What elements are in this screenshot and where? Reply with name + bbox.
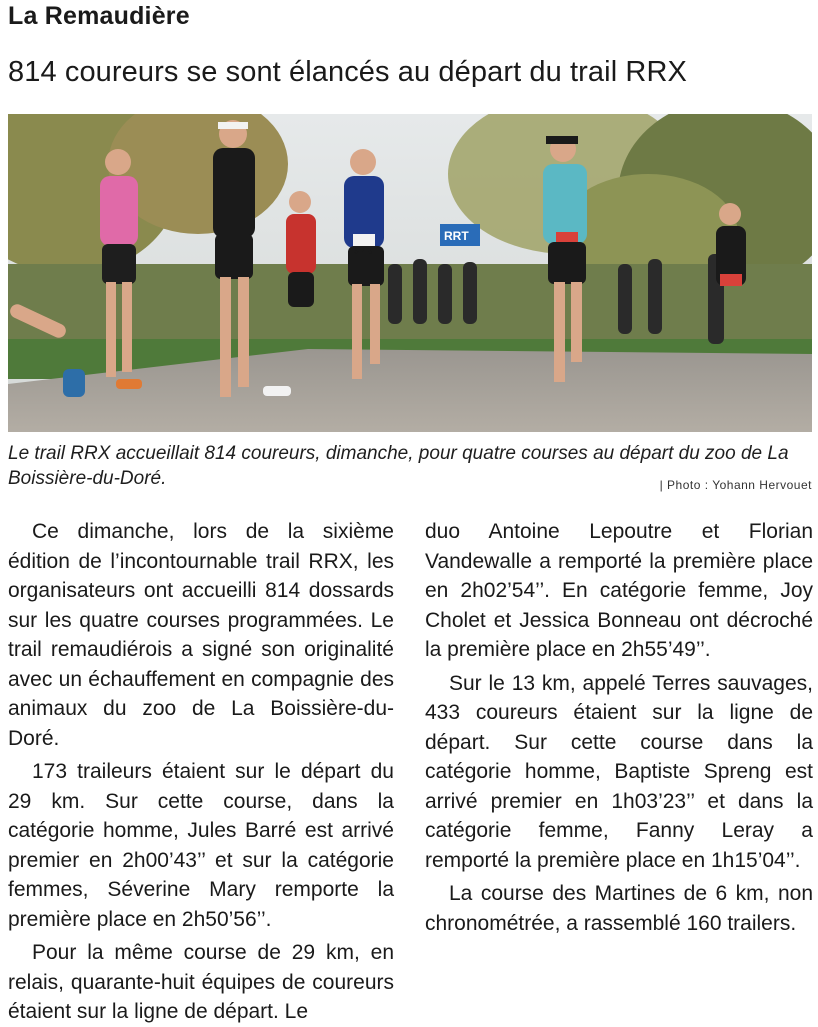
runners-photo-icon	[8, 114, 812, 432]
body-paragraph: 173 traileurs étaient sur le départ du 29 km. Sur cette course, dans la catégorie homme, Jules Barré est arrivé premier en 2h00’43’’ et sur la catégorie femmes, Séverine Mary remporte la première place en 2h50’56’’.	[8, 760, 394, 931]
bib-number: 5.4BT	[354, 246, 379, 256]
article-headline: 814 coureurs se sont élancés au départ du trail RRX	[8, 56, 687, 88]
body-paragraph: Sur le 13 km, appelé Terres sauvages, 433 coureurs étaient sur la ligne de départ. Sur cette course dans la catégorie homme, Baptiste Spreng est arrivé premier en 1h03’23’’ et dans la catégorie femme, Fanny Leray a remporté la première place en 1h15’04’’.	[425, 671, 813, 872]
body-paragraph: duo Antoine Lepoutre et Florian Vandewalle a remporté la première place en 2h02’54’’. En catégorie femme, Joy Cholet et Jessica Bonneau ont décroché la première place en 2h55’49’’.	[425, 520, 813, 661]
section-kicker: La Remaudière	[8, 2, 190, 30]
article-photo	[8, 114, 812, 432]
svg-text:RRT: RRT	[444, 229, 469, 243]
body-paragraph: Ce dimanche, lors de la sixième édition de l’incontournable trail RRX, les organisateurs ont accueilli 814 dossards sur les quatre courses programmées. Le trail remaudiérois a signé son originalité avec un échauffement en compagnie des animaux du zoo de La Boissière-du-Doré.	[8, 520, 394, 750]
photo-credit: | Photo : Yohann Hervouet	[659, 478, 812, 492]
body-paragraph: Pour la même course de 29 km, en relais, quarante-huit équipes de coureurs étaient sur la ligne de départ. Le	[8, 941, 394, 1023]
photo-caption: Le trail RRX accueillait 814 coureurs, dimanche, pour quatre courses au départ du zoo de La Boissière-du-Doré.	[8, 443, 789, 489]
article-column-left	[8, 517, 394, 1027]
article-column-right	[425, 517, 813, 938]
body-paragraph: La course des Martines de 6 km, non chronométrée, a rassemblé 160 trailers.	[425, 882, 813, 935]
